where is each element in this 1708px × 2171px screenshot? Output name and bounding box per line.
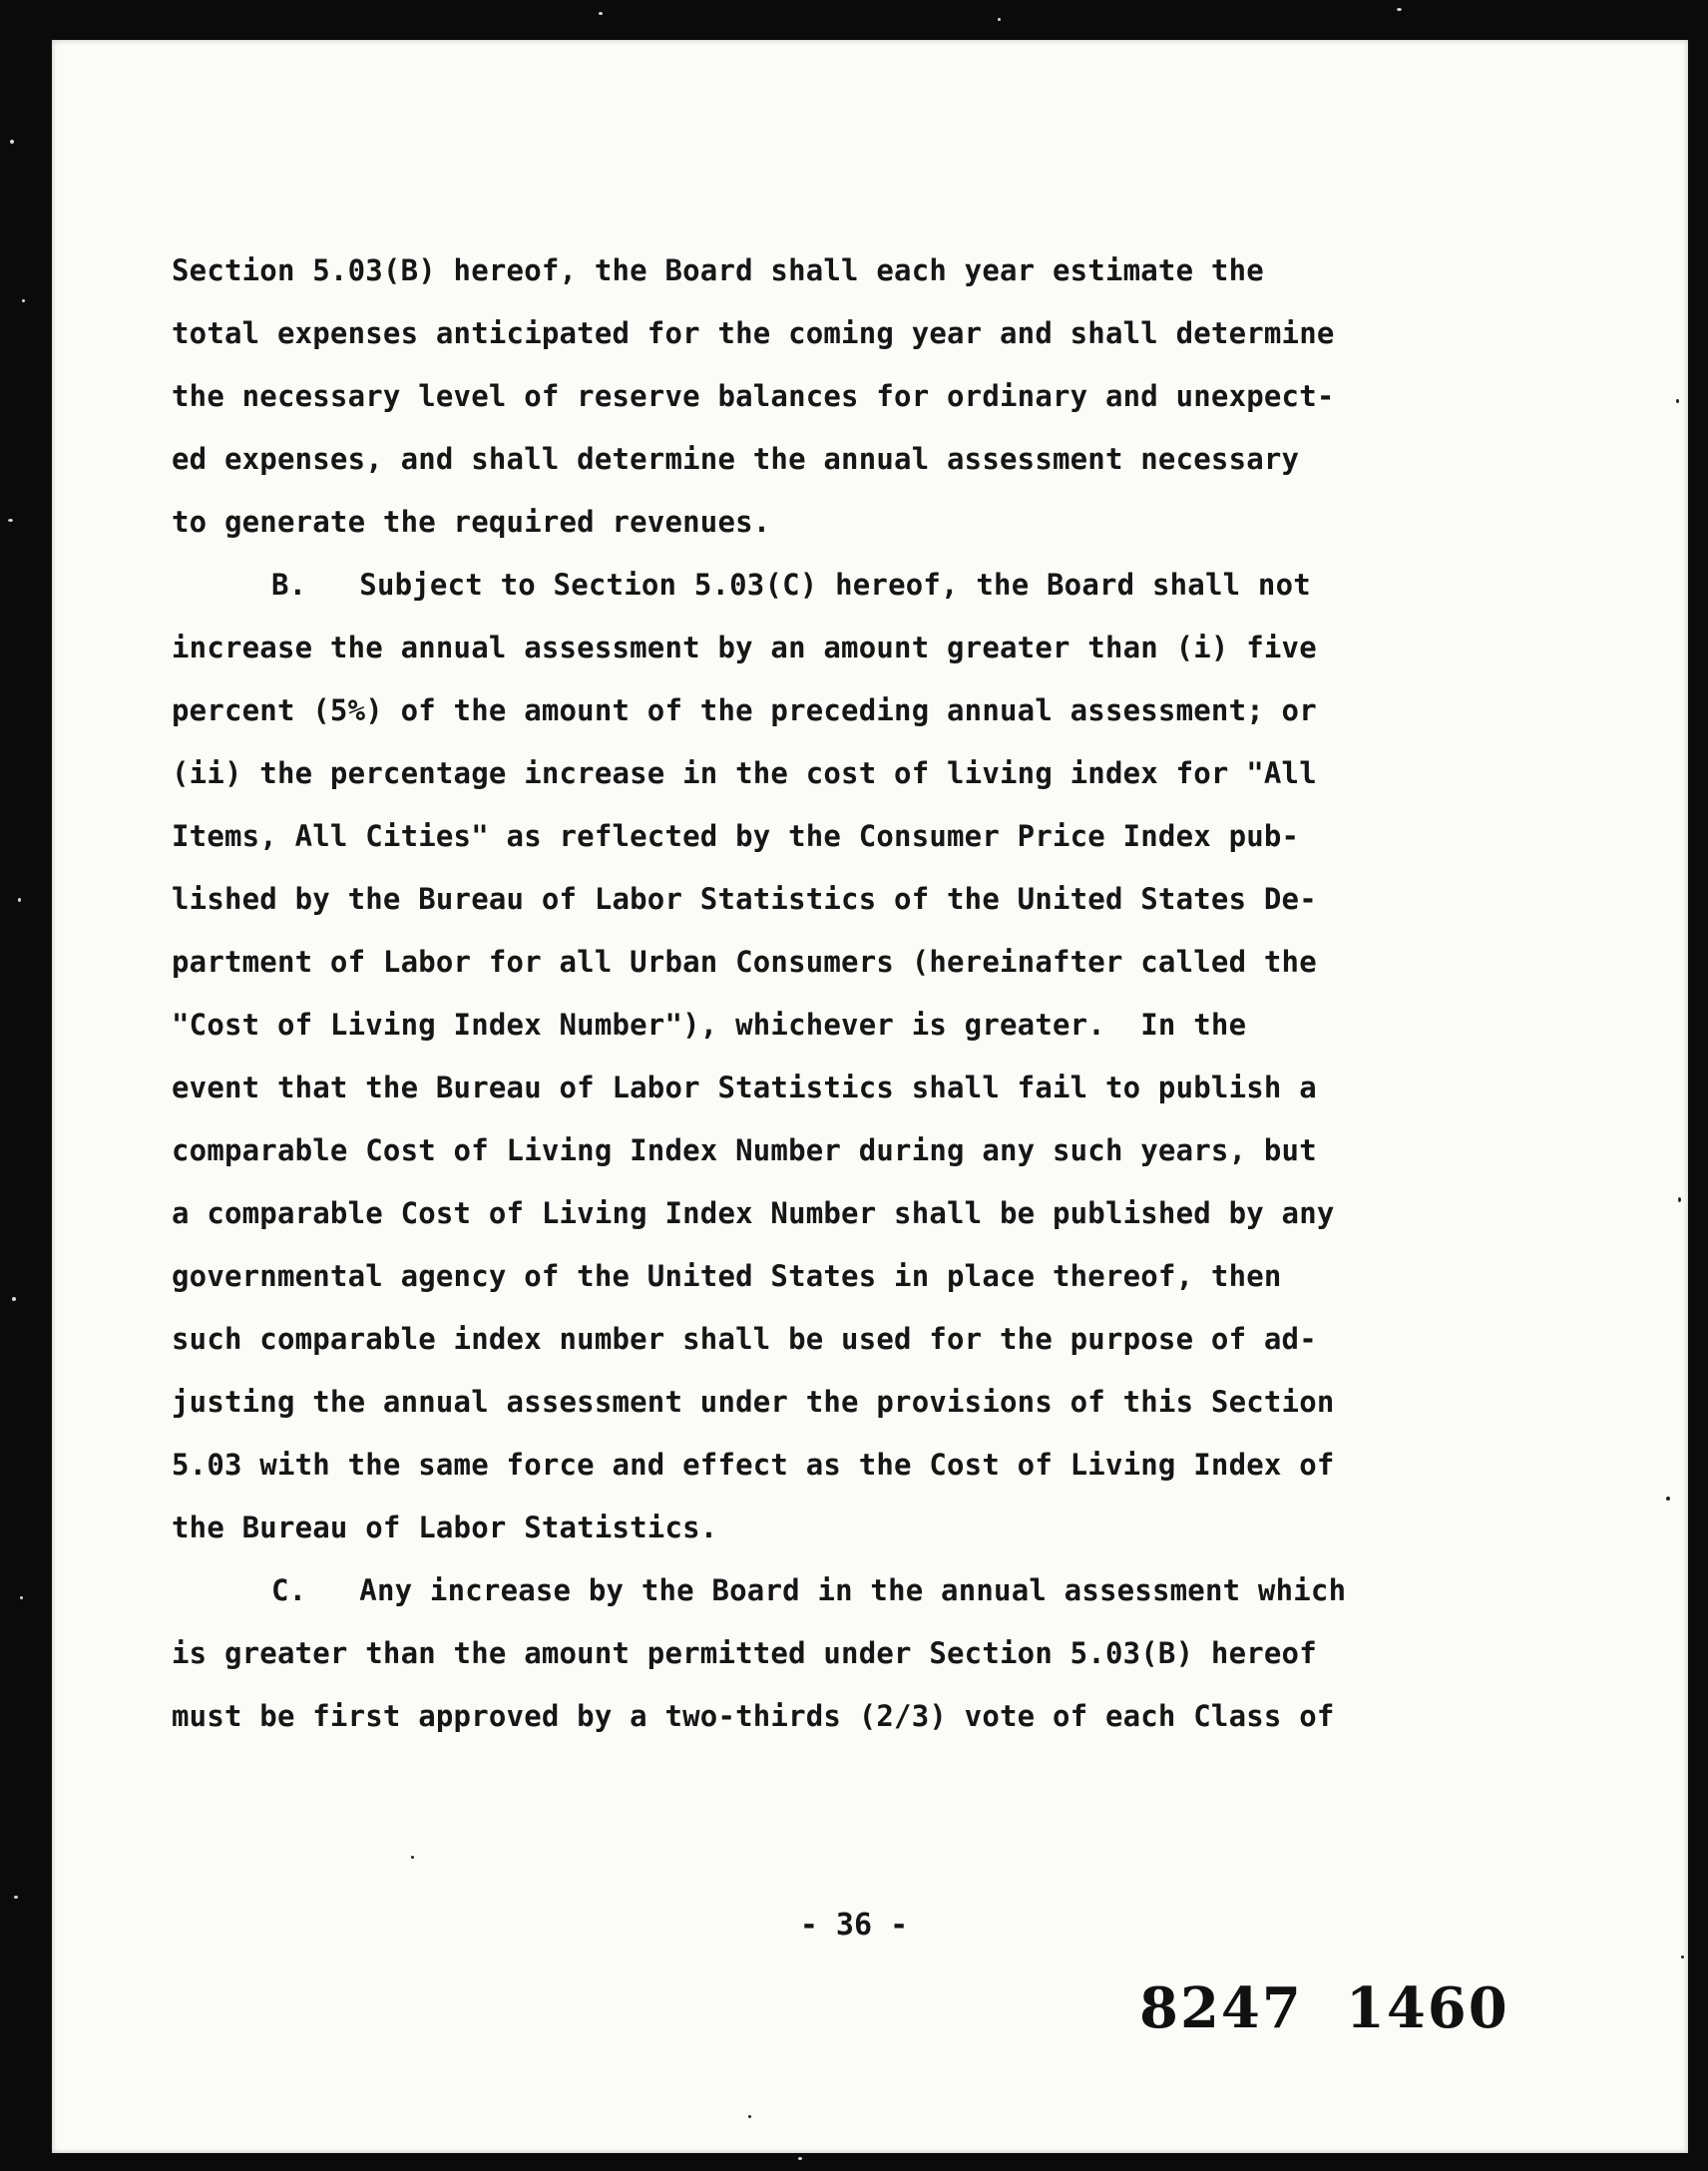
paragraph-b-start: B. Subject to Section 5.03(C) hereof, the Board shall not <box>271 568 1311 602</box>
text-line: total expenses anticipated for the coming year and shall determine <box>172 316 1335 350</box>
paragraph-c-start: C. Any increase by the Board in the annual assessment which <box>271 1573 1347 1607</box>
text-line: the Bureau of Labor Statistics. <box>172 1511 718 1544</box>
body-text <box>172 239 1528 1748</box>
text-line: ed expenses, and shall determine the annual assessment necessary <box>172 442 1300 476</box>
text-line: Section 5.03(B) hereof, the Board shall each year estimate the <box>172 253 1264 287</box>
scan-speck <box>998 18 1001 21</box>
scan-speck <box>748 2115 751 2118</box>
scan-speck <box>8 519 13 522</box>
text-line: is greater than the amount permitted under Section 5.03(B) hereof <box>172 1636 1317 1670</box>
scan-speck <box>18 898 21 902</box>
text-line: governmental agency of the United States in place thereof, then <box>172 1259 1282 1293</box>
text-line: lished by the Bureau of Labor Statistics of the United States De- <box>172 882 1317 916</box>
scan-speck <box>1678 1197 1681 1202</box>
text-line: "Cost of Living Index Number"), whichever is greater. In the <box>172 1008 1247 1042</box>
text-line: justing the annual assessment under the provisions of this Section <box>172 1385 1335 1419</box>
scan-speck <box>1666 1497 1670 1501</box>
text-line: such comparable index number shall be used for the purpose of ad- <box>172 1322 1317 1356</box>
page-number: - 36 - <box>799 1908 909 1943</box>
text-line: partment of Labor for all Urban Consumers (hereinafter called the <box>172 945 1317 979</box>
scan-speck <box>20 1596 23 1599</box>
scan-speck <box>1681 1955 1684 1958</box>
scan-speck <box>798 2157 802 2160</box>
scan-speck <box>22 299 25 302</box>
text-line: a comparable Cost of Living Index Number shall be published by any <box>172 1196 1335 1230</box>
scan-speck <box>12 1297 16 1301</box>
scan-speck <box>14 1896 18 1899</box>
text-line: to generate the required revenues. <box>172 505 771 539</box>
document-code: 8247 1460 <box>1139 1975 1509 2041</box>
scan-speck <box>599 12 603 15</box>
text-line: must be first approved by a two-thirds (2/3) vote of each Class of <box>172 1699 1335 1733</box>
scan-speck <box>10 140 14 144</box>
text-line: comparable Cost of Living Index Number during any such years, but <box>172 1133 1317 1167</box>
text-line: percent (5%) of the amount of the preceding annual assessment; or <box>172 693 1317 727</box>
scan-speck <box>411 1856 414 1859</box>
text-line: 5.03 with the same force and effect as the Cost of Living Index of <box>172 1448 1335 1482</box>
text-line: increase the annual assessment by an amount greater than (i) five <box>172 631 1317 664</box>
text-line: (ii) the percentage increase in the cost of living index for "All <box>172 756 1317 790</box>
text-line: the necessary level of reserve balances for ordinary and unexpect- <box>172 379 1335 413</box>
scan-speck <box>1676 399 1679 403</box>
scan-speck <box>1397 8 1402 11</box>
text-line: Items, All Cities" as reflected by the Consumer Price Index pub- <box>172 819 1300 853</box>
text-line: event that the Bureau of Labor Statistics shall fail to publish a <box>172 1071 1317 1104</box>
